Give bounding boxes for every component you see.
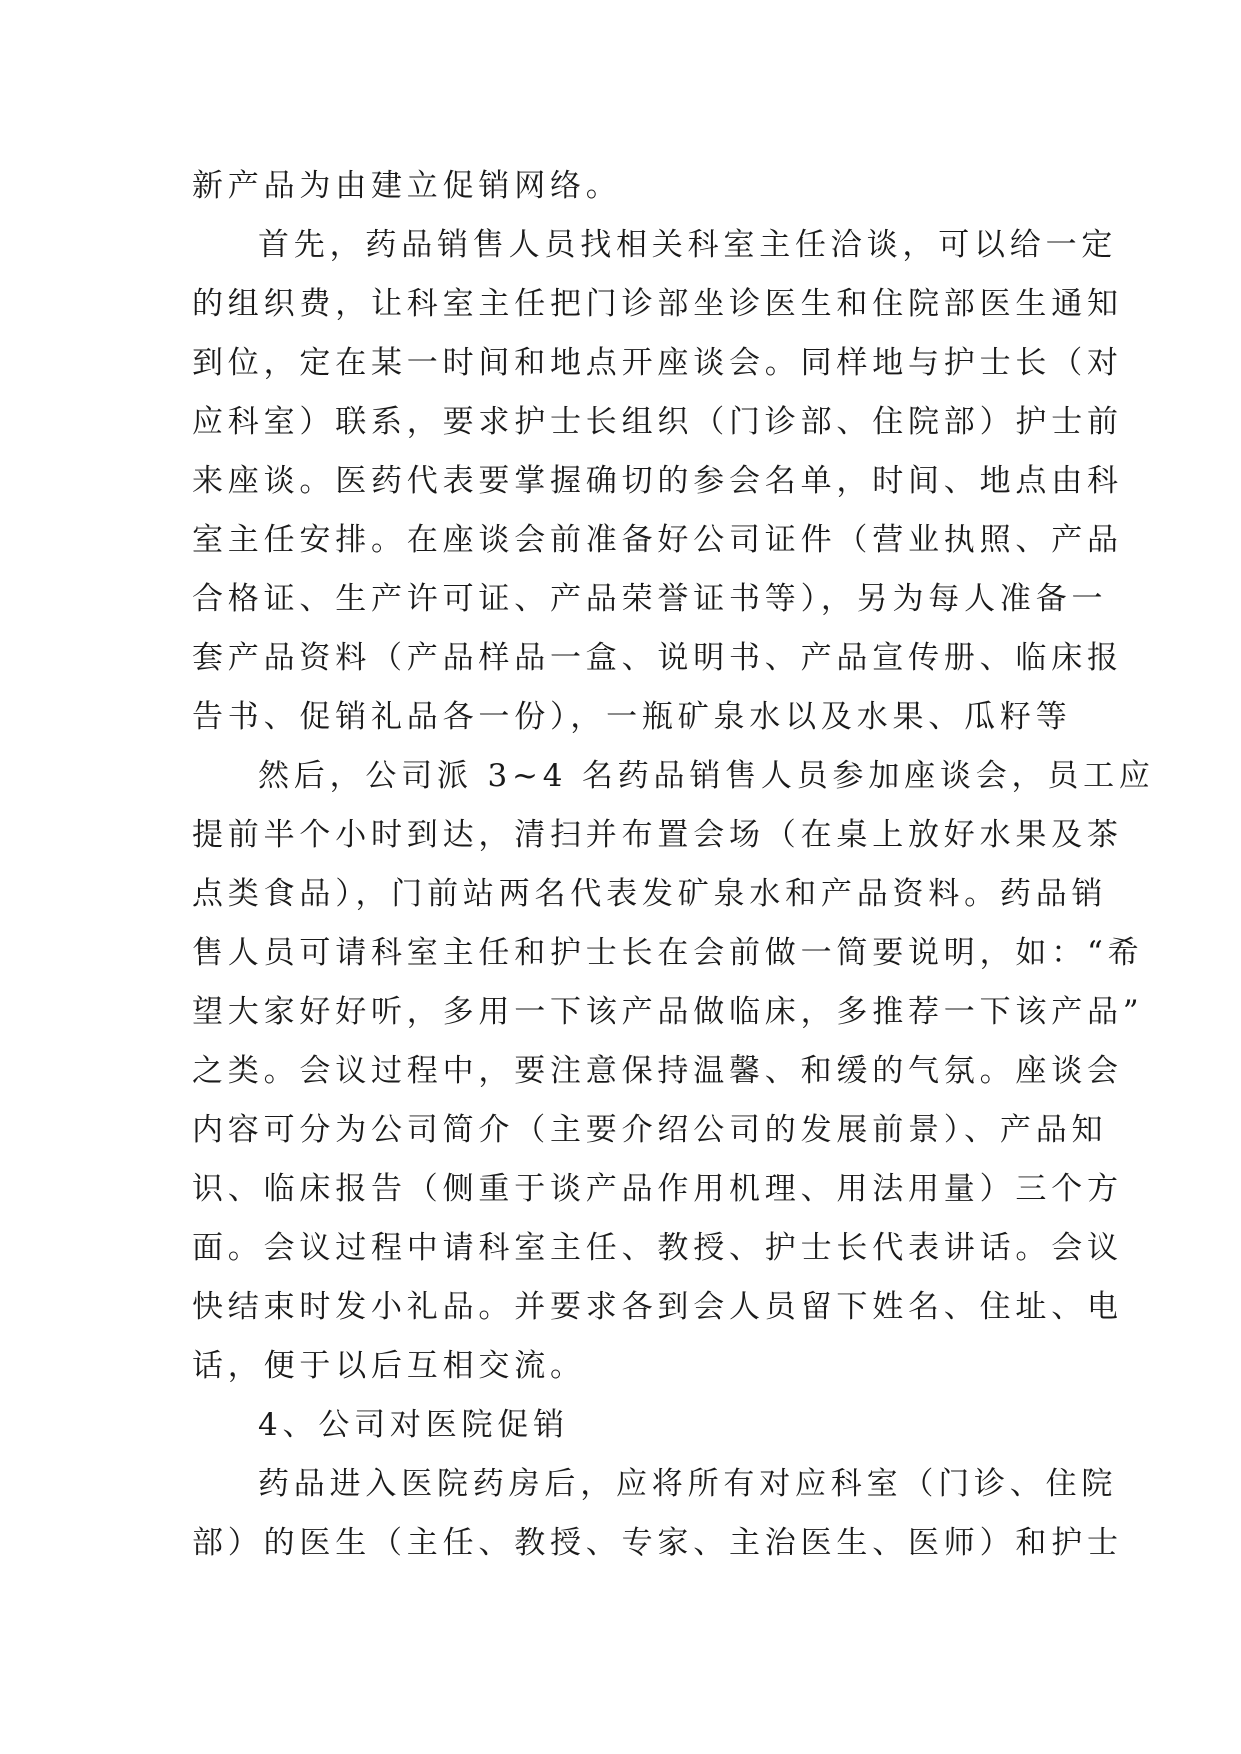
text-line: 应科室）联系，要求护士长组织（门诊部、住院部）护士前 xyxy=(192,404,1123,440)
text-line: 面。会议过程中请科室主任、教授、护士长代表讲话。会议 xyxy=(192,1230,1123,1266)
text-line: 合格证、生产许可证、产品荣誉证书等），另为每人准备一 xyxy=(192,581,1108,617)
text-line: 售人员可请科室主任和护士长在会前做一简要说明，如：“希 xyxy=(192,935,1144,971)
text-line: 药品进入医院药房后，应将所有对应科室（门诊、住院 xyxy=(258,1466,1118,1502)
text-line: 之类。会议过程中，要注意保持温馨、和缓的气氛。座谈会 xyxy=(192,1053,1123,1089)
text-line: 的组织费，让科室主任把门诊部坐诊医生和住院部医生通知 xyxy=(192,286,1123,322)
text-line: 快结束时发小礼品。并要求各到会人员留下姓名、住址、电 xyxy=(192,1289,1123,1325)
body-text xyxy=(192,157,1155,1573)
text-line: 套产品资料（产品样品一盒、说明书、产品宣传册、临床报 xyxy=(192,640,1123,676)
text-line: 来座谈。医药代表要掌握确切的参会名单，时间、地点由科 xyxy=(192,463,1123,499)
section-heading: 4、公司对医院促销 xyxy=(258,1407,569,1443)
text-line: 望大家好好听，多用一下该产品做临床，多推荐一下该产品” xyxy=(192,994,1144,1030)
text-line: 首先，药品销售人员找相关科室主任洽谈，可以给一定 xyxy=(258,227,1118,263)
text-line: 然后，公司派 3~4 名药品销售人员参加座谈会，员工应 xyxy=(258,758,1155,794)
text-line: 新产品为由建立促销网络。 xyxy=(192,168,622,204)
text-line: 识、临床报告（侧重于谈产品作用机理、用法用量）三个方 xyxy=(192,1171,1123,1207)
text-line: 点类食品），门前站两名代表发矿泉水和产品资料。药品销 xyxy=(192,876,1108,912)
text-line: 到位，定在某一时间和地点开座谈会。同样地与护士长（对 xyxy=(192,345,1123,381)
text-line: 提前半个小时到达，清扫并布置会场（在桌上放好水果及茶 xyxy=(192,817,1123,853)
text-line: 内容可分为公司简介（主要介绍公司的发展前景）、产品知 xyxy=(192,1112,1108,1148)
text-line: 部）的医生（主任、教授、专家、主治医生、医师）和护士 xyxy=(192,1525,1123,1561)
text-line: 室主任安排。在座谈会前准备好公司证件（营业执照、产品 xyxy=(192,522,1123,558)
text-line: 告书、促销礼品各一份），一瓶矿泉水以及水果、瓜籽等 xyxy=(192,699,1072,735)
text-line: 话，便于以后互相交流。 xyxy=(192,1348,586,1384)
